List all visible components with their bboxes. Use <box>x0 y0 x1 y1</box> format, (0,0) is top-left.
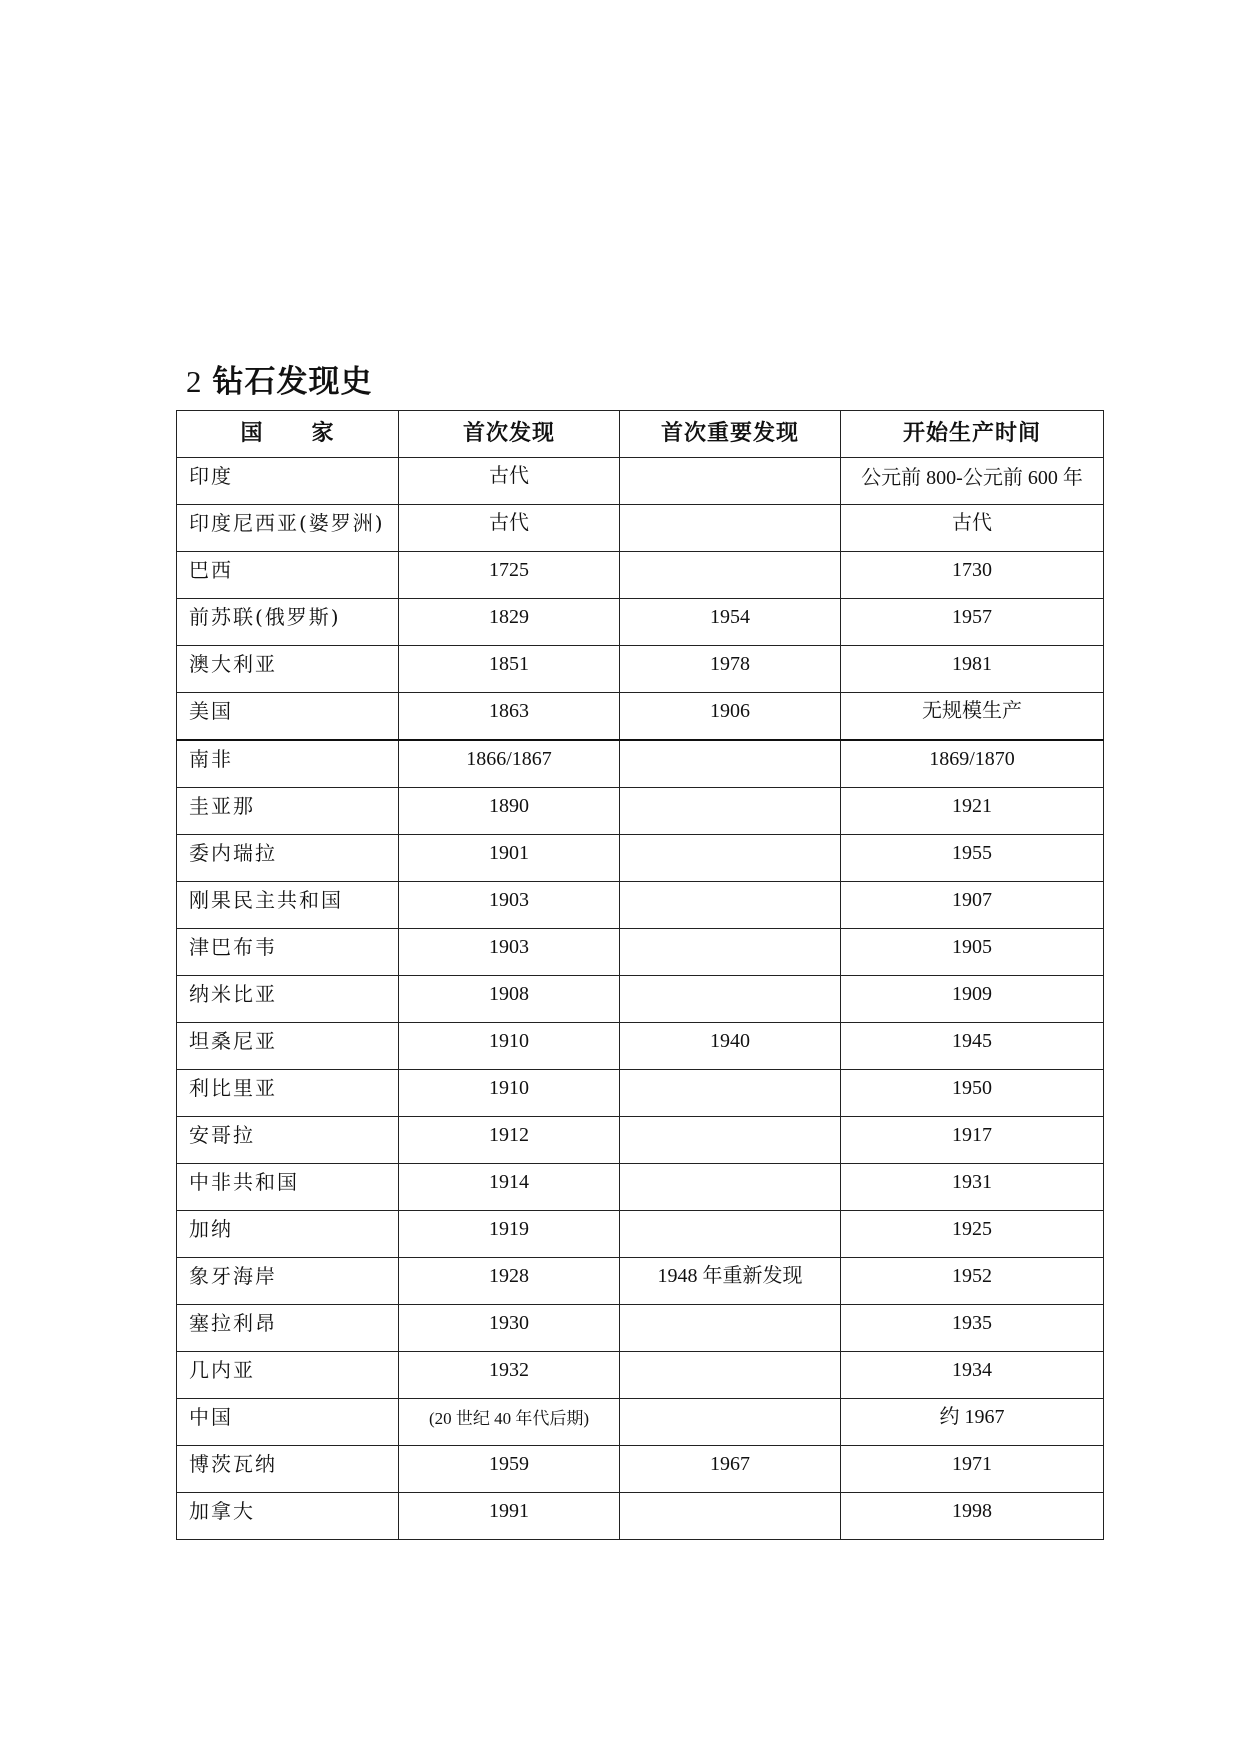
table-row <box>177 929 1104 976</box>
section-number: 2 <box>186 364 203 399</box>
country-cell: 刚果民主共和国 <box>177 882 399 929</box>
country-cell: 中非共和国 <box>177 1164 399 1211</box>
table-row <box>177 1070 1104 1117</box>
major-discovery-cell: 1967 <box>620 1446 841 1493</box>
table-row <box>177 458 1104 505</box>
first-discovery-cell: 1932 <box>399 1352 620 1399</box>
production-cell: 古代 <box>841 505 1104 552</box>
major-discovery-cell <box>620 1070 841 1117</box>
table-row <box>177 882 1104 929</box>
header-production-start: 开始生产时间 <box>841 411 1104 458</box>
country-cell: 几内亚 <box>177 1352 399 1399</box>
table-row <box>177 976 1104 1023</box>
country-cell: 美国 <box>177 693 399 741</box>
country-cell: 加拿大 <box>177 1493 399 1540</box>
first-discovery-cell: 古代 <box>399 458 620 505</box>
first-discovery-cell: 1903 <box>399 882 620 929</box>
production-cell: 1957 <box>841 599 1104 646</box>
table-row <box>177 1023 1104 1070</box>
first-discovery-cell: 1901 <box>399 835 620 882</box>
country-cell: 委内瑞拉 <box>177 835 399 882</box>
table-row <box>177 1446 1104 1493</box>
first-discovery-cell: 1914 <box>399 1164 620 1211</box>
header-first-major-discovery: 首次重要发现 <box>620 411 841 458</box>
production-cell: 1955 <box>841 835 1104 882</box>
major-discovery-cell <box>620 1164 841 1211</box>
table-header-row <box>177 411 1104 458</box>
table-row <box>177 1399 1104 1446</box>
production-cell: 1909 <box>841 976 1104 1023</box>
country-cell: 巴西 <box>177 552 399 599</box>
major-discovery-cell <box>620 929 841 976</box>
major-discovery-cell <box>620 1493 841 1540</box>
production-cell: 1905 <box>841 929 1104 976</box>
first-discovery-cell: 1903 <box>399 929 620 976</box>
major-discovery-cell: 1906 <box>620 693 841 741</box>
production-cell: 1981 <box>841 646 1104 693</box>
major-discovery-cell: 1954 <box>620 599 841 646</box>
major-discovery-cell <box>620 976 841 1023</box>
major-discovery-cell <box>620 882 841 929</box>
production-cell: 无规模生产 <box>841 693 1104 741</box>
first-discovery-cell: 1991 <box>399 1493 620 1540</box>
table-row <box>177 1211 1104 1258</box>
production-cell: 1921 <box>841 788 1104 835</box>
major-discovery-cell <box>620 505 841 552</box>
country-cell: 坦桑尼亚 <box>177 1023 399 1070</box>
table-row <box>177 599 1104 646</box>
section-title <box>186 356 373 401</box>
diamond-discovery-table <box>176 410 1104 1540</box>
major-discovery-cell <box>620 1352 841 1399</box>
table-row <box>177 1352 1104 1399</box>
country-cell: 博茨瓦纳 <box>177 1446 399 1493</box>
production-cell: 1730 <box>841 552 1104 599</box>
first-discovery-cell: 1890 <box>399 788 620 835</box>
country-cell: 纳米比亚 <box>177 976 399 1023</box>
major-discovery-cell <box>620 740 841 788</box>
first-discovery-cell: 1959 <box>399 1446 620 1493</box>
production-cell: 1869/1870 <box>841 740 1104 788</box>
major-discovery-cell <box>620 1211 841 1258</box>
first-discovery-cell: 1910 <box>399 1070 620 1117</box>
first-discovery-cell: 1866/1867 <box>399 740 620 788</box>
production-cell: 1950 <box>841 1070 1104 1117</box>
table-row <box>177 505 1104 552</box>
production-cell: 1934 <box>841 1352 1104 1399</box>
major-discovery-cell <box>620 552 841 599</box>
table-row <box>177 646 1104 693</box>
first-discovery-cell: (20 世纪 40 年代后期) <box>399 1399 620 1446</box>
country-cell: 澳大利亚 <box>177 646 399 693</box>
table-row <box>177 1305 1104 1352</box>
first-discovery-cell: 1912 <box>399 1117 620 1164</box>
country-cell: 象牙海岸 <box>177 1258 399 1305</box>
country-cell: 圭亚那 <box>177 788 399 835</box>
table-row <box>177 1117 1104 1164</box>
first-discovery-cell: 1930 <box>399 1305 620 1352</box>
major-discovery-cell <box>620 458 841 505</box>
production-cell: 约 1967 <box>841 1399 1104 1446</box>
first-discovery-cell: 1863 <box>399 693 620 741</box>
major-discovery-cell <box>620 1399 841 1446</box>
first-discovery-cell: 1910 <box>399 1023 620 1070</box>
production-cell: 1935 <box>841 1305 1104 1352</box>
production-cell: 公元前 800-公元前 600 年 <box>841 458 1104 505</box>
header-country: 国 家 <box>177 411 399 458</box>
first-discovery-cell: 1919 <box>399 1211 620 1258</box>
table-row <box>177 552 1104 599</box>
major-discovery-cell <box>620 835 841 882</box>
production-cell: 1931 <box>841 1164 1104 1211</box>
production-cell: 1971 <box>841 1446 1104 1493</box>
country-cell: 南非 <box>177 740 399 788</box>
header-first-discovery: 首次发现 <box>399 411 620 458</box>
production-cell: 1907 <box>841 882 1104 929</box>
table-row <box>177 1258 1104 1305</box>
country-cell: 利比里亚 <box>177 1070 399 1117</box>
major-discovery-cell <box>620 788 841 835</box>
section-title-text: 钻石发现史 <box>212 364 373 400</box>
major-discovery-cell <box>620 1117 841 1164</box>
table-row <box>177 835 1104 882</box>
first-discovery-cell: 1908 <box>399 976 620 1023</box>
country-cell: 塞拉利昂 <box>177 1305 399 1352</box>
major-discovery-cell: 1978 <box>620 646 841 693</box>
country-cell: 加纳 <box>177 1211 399 1258</box>
table-row <box>177 740 1104 788</box>
country-cell: 印度 <box>177 458 399 505</box>
table-row <box>177 1164 1104 1211</box>
country-cell: 印度尼西亚(婆罗洲) <box>177 505 399 552</box>
production-cell: 1945 <box>841 1023 1104 1070</box>
production-cell: 1952 <box>841 1258 1104 1305</box>
table-row <box>177 693 1104 741</box>
country-cell: 中国 <box>177 1399 399 1446</box>
country-cell: 津巴布韦 <box>177 929 399 976</box>
country-cell: 前苏联(俄罗斯) <box>177 599 399 646</box>
major-discovery-cell: 1940 <box>620 1023 841 1070</box>
production-cell: 1925 <box>841 1211 1104 1258</box>
production-cell: 1998 <box>841 1493 1104 1540</box>
first-discovery-cell: 古代 <box>399 505 620 552</box>
table-row <box>177 788 1104 835</box>
first-discovery-cell: 1928 <box>399 1258 620 1305</box>
first-discovery-cell: 1829 <box>399 599 620 646</box>
first-discovery-cell: 1725 <box>399 552 620 599</box>
country-cell: 安哥拉 <box>177 1117 399 1164</box>
first-discovery-cell: 1851 <box>399 646 620 693</box>
table-row <box>177 1493 1104 1540</box>
production-cell: 1917 <box>841 1117 1104 1164</box>
major-discovery-cell <box>620 1305 841 1352</box>
major-discovery-cell: 1948 年重新发现 <box>620 1258 841 1305</box>
